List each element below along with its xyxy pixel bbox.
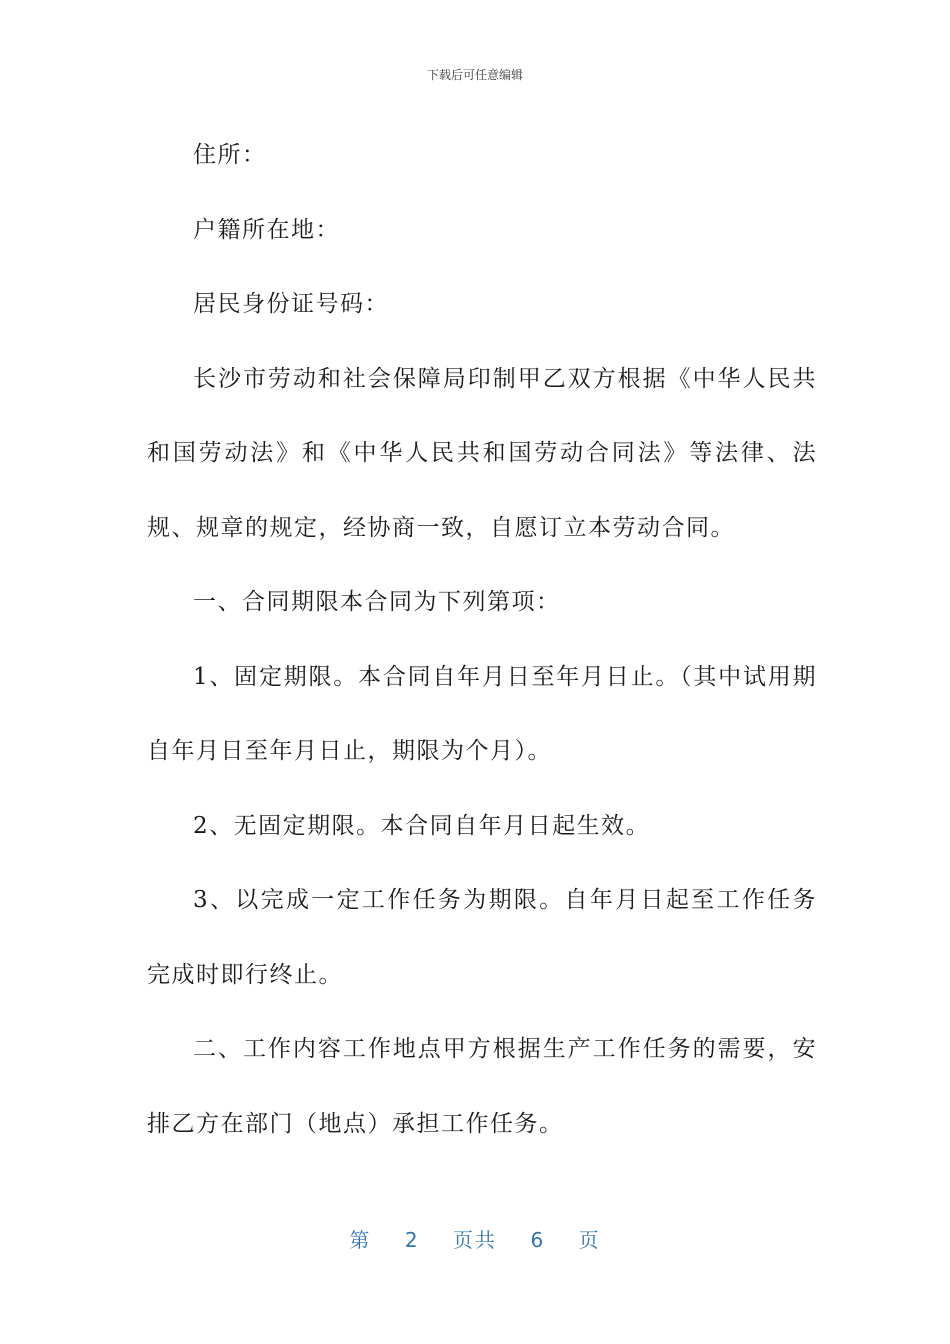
page-header: 下载后可任意编辑 (426, 68, 523, 82)
footer-total-pages: 6 (530, 1228, 546, 1252)
footer-current-page: 2 (404, 1228, 420, 1252)
paragraph-preamble: 长沙市劳动和社会保障局印制甲乙双方根据《中华人民共和国劳动法》和《中华人民共和国劳动合同法》等法律、法规、规章的规定，经协商一致，自愿订立本劳动合同。 (147, 365, 817, 541)
document-body (147, 118, 817, 1161)
footer-prefix: 第 (349, 1228, 372, 1252)
paragraph-household-registration: 户籍所在地： (193, 216, 340, 243)
footer-middle: 页共 (453, 1228, 497, 1252)
paragraph-work-content: 二、工作内容工作地点甲方根据生产工作任务的需要，安排乙方在部门（地点）承担工作任务。 (147, 1036, 817, 1137)
paragraph-residence: 住所： (193, 142, 267, 168)
paragraph-fixed-term: 1、固定期限。本合同自年月日至年月日止。（其中试用期自年月日至年月日止，期限为个月）。 (147, 663, 817, 764)
paragraph-task-term: 3、以完成一定工作任务为期限。自年月日起至工作任务完成时即行终止。 (147, 887, 817, 988)
paragraph-open-term: 2、无固定期限。本合同自年月日起生效。 (193, 812, 651, 839)
page-footer (0, 1224, 950, 1253)
paragraph-id-number: 居民身份证号码： (193, 291, 389, 317)
paragraph-contract-term: 一、合同期限本合同为下列第项： (193, 589, 561, 615)
footer-suffix: 页 (578, 1228, 601, 1252)
